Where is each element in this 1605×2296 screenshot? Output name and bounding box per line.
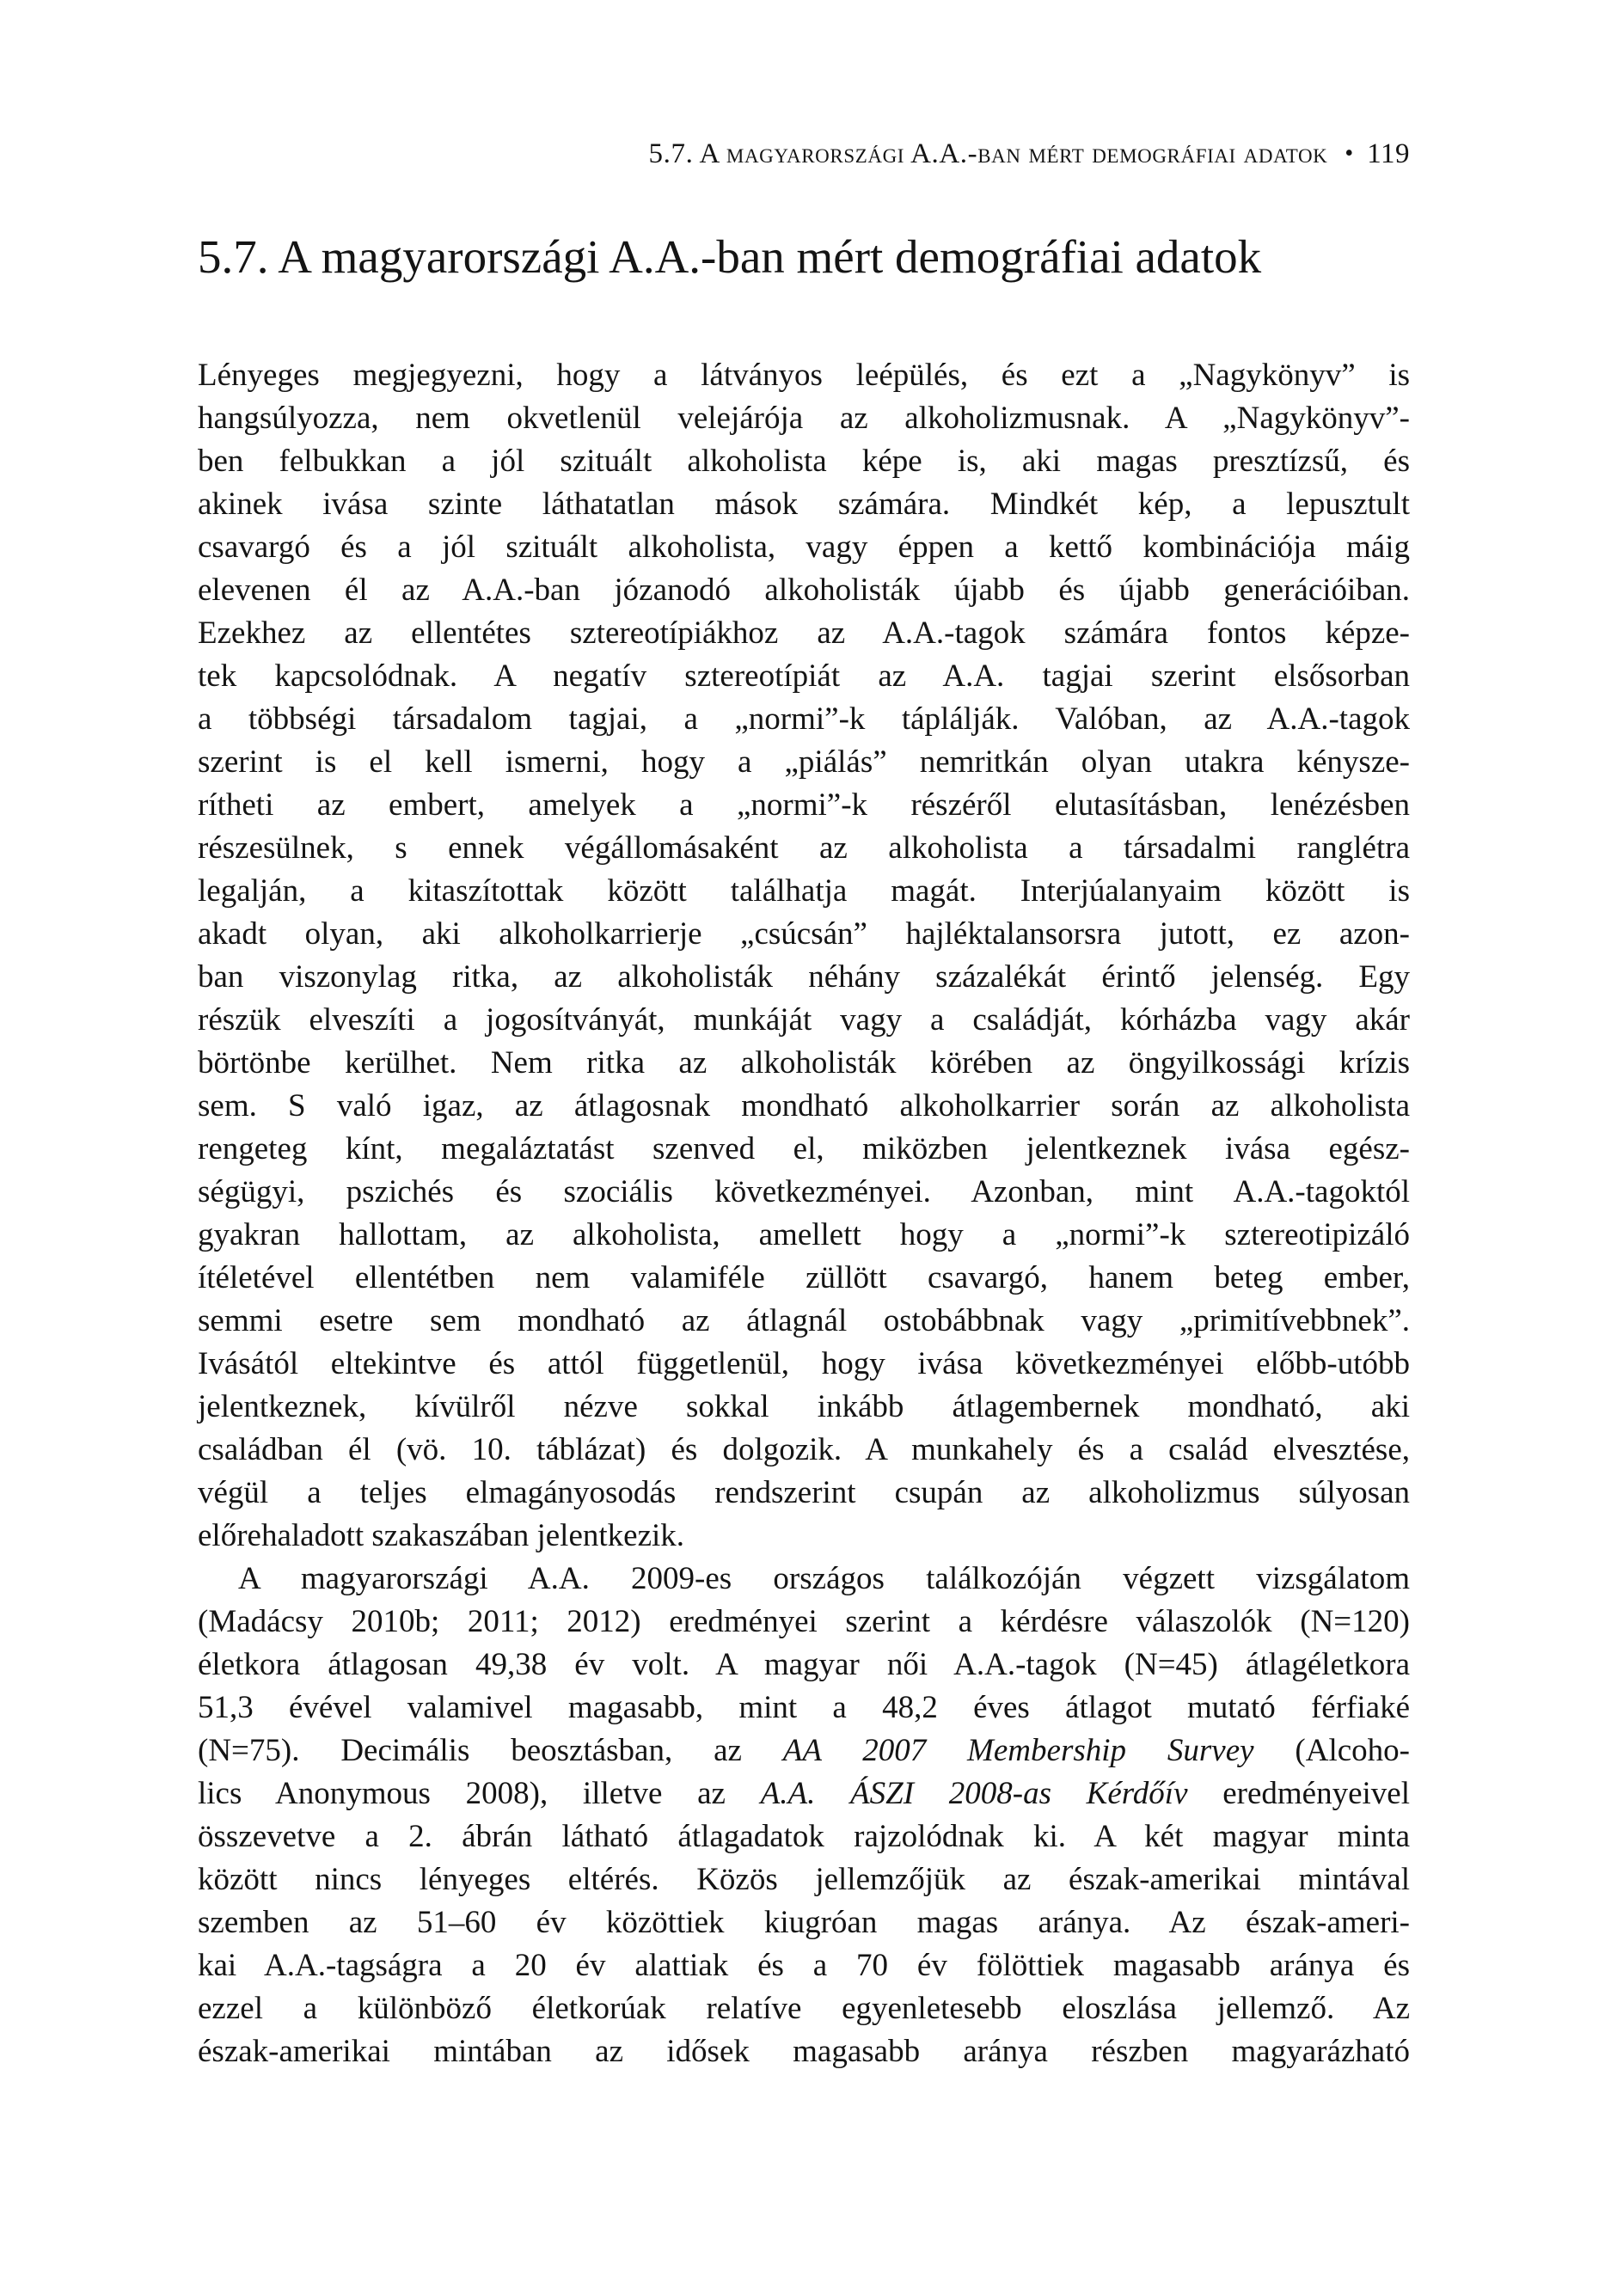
text-line: rítheti az embert, amelyek a „normi”-k részéről elutasításban, lenézésben: [198, 787, 1410, 823]
body-text: [198, 354, 1410, 2073]
text-line: ben felbukkan a jól szituált alkoholista képe is, aki magas presztízsű, és: [198, 444, 1410, 479]
text-line: összevetve a 2. ábrán látható átlagadatok rajzolódnak ki. A két magyar minta: [198, 1819, 1410, 1854]
text-line: hangsúlyozza, nem okvetlenül velejárója az alkoholizmusnak. A „Nagykönyv”-: [198, 401, 1410, 436]
text-line: ban viszonylag ritka, az alkoholisták néhány százalékát érintő jelenség. Egy: [198, 959, 1410, 995]
text-line: részesülnek, s ennek végállomásaként az alkoholista a társadalmi ranglétra: [198, 830, 1410, 866]
text-line: A magyarországi A.A. 2009-es országos találkozóján végzett vizsgálatom: [238, 1561, 1410, 1596]
text-line: szerint is el kell ismerni, hogy a „piálás” nemritkán olyan utakra kénysze-: [198, 744, 1410, 780]
text-line: ítéletével ellentétben nem valamiféle züllött csavargó, hanem beteg ember,: [198, 1260, 1410, 1295]
text-line: jelentkeznek, kívülről nézve sokkal inkább átlagembernek mondható, aki: [198, 1389, 1410, 1424]
page-number: 119: [1367, 138, 1410, 169]
text-line: csavargó és a jól szituált alkoholista, vagy éppen a kettő kombinációja máig: [198, 530, 1410, 565]
text-line: kai A.A.-tagságra a 20 év alattiak és a 70 év fölöttiek magasabb aránya és: [198, 1948, 1410, 1983]
text-line: semmi esetre sem mondható az átlagnál ostobábbnak vagy „primitívebbnek”.: [198, 1303, 1410, 1338]
text-line: elevenen él az A.A.-ban józanodó alkoholisták újabb és újabb generációiban.: [198, 572, 1410, 608]
text-line: ségügyi, pszichés és szociális következményei. Azonban, mint A.A.-tagoktól: [198, 1174, 1410, 1209]
running-header-title: 5.7. A magyarországi A.A.-ban mért demográfiai adatok: [648, 138, 1328, 169]
header-bullet: •: [1345, 140, 1354, 167]
body-paragraph: [198, 354, 1410, 1558]
text-line: rengeteg kínt, megaláztatást szenved el, miközben jelentkeznek ivása egész-: [198, 1131, 1410, 1166]
text-line: 51,3 évével valamivel magasabb, mint a 48,2 éves átlagot mutató férfiaké: [198, 1690, 1410, 1725]
text-line: szemben az 51–60 év közöttiek kiugróan magas aránya. Az észak-ameri-: [198, 1905, 1410, 1940]
text-line: életkora átlagosan 49,38 év volt. A magyar női A.A.-tagok (N=45) átlagéletkora: [198, 1647, 1410, 1682]
text-line: gyakran hallottam, az alkoholista, amellett hogy a „normi”-k sztereotipizáló: [198, 1217, 1410, 1252]
text-line: Lényeges megjegyezni, hogy a látványos leépülés, és ezt a „Nagykönyv” is: [198, 358, 1410, 393]
text-line: (Madácsy 2010b; 2011; 2012) eredményei szerint a kérdésre válaszolók (N=120): [198, 1604, 1410, 1639]
text-line: részük elveszíti a jogosítványát, munkáját vagy a családját, kórházba vagy akár: [198, 1002, 1410, 1038]
text-line: a többségi társadalom tagjai, a „normi”-k táplálják. Valóban, az A.A.-tagok: [198, 701, 1410, 737]
text-line: legalján, a kitaszítottak között találhatja magát. Interjúalanyaim között is: [198, 873, 1410, 909]
text-line: Ivásától eltekintve és attól függetlenül, hogy ivása következményei előbb-utóbb: [198, 1346, 1410, 1381]
running-header: [198, 136, 1410, 172]
page-content: [198, 136, 1410, 2073]
text-line: tek kapcsolódnak. A negatív sztereotípiát az A.A. tagjai szerint elsősorban: [198, 658, 1410, 694]
text-line: lics Anonymous 2008), illetve az A.A. ÁSZI 2008-as Kérdőív eredményeivel: [198, 1776, 1410, 1811]
text-line: észak-amerikai mintában az idősek magasabb aránya részben magyarázható: [198, 2034, 1410, 2069]
text-line: akinek ivása szinte láthatatlan mások számára. Mindkét kép, a lepusztult: [198, 487, 1410, 522]
text-line: előrehaladott szakaszában jelentkezik.: [198, 1518, 685, 1553]
text-line: családban él (vö. 10. táblázat) és dolgozik. A munkahely és a család elvesztése,: [198, 1432, 1410, 1467]
section-heading: 5.7. A magyarországi A.A.-ban mért demográfiai adatok: [198, 230, 1262, 283]
text-line: Ezekhez az ellentétes sztereotípiákhoz az A.A.-tagok számára fontos képze-: [198, 615, 1410, 651]
text-line: börtönbe kerülhet. Nem ritka az alkoholisták körében az öngyilkossági krízis: [198, 1045, 1410, 1081]
text-line: végül a teljes elmagányosodás rendszerint csupán az alkoholizmus súlyosan: [198, 1475, 1410, 1510]
text-line: (N=75). Decimális beosztásban, az AA 2007 Membership Survey (Alcoho-: [198, 1733, 1410, 1768]
text-line: akadt olyan, aki alkoholkarrierje „csúcsán” hajléktalansorsra jutott, ez azon-: [198, 916, 1410, 952]
text-line: ezzel a különböző életkorúak relatíve egyenletesebb eloszlása jellemző. Az: [198, 1991, 1410, 2026]
body-paragraph: [198, 1558, 1410, 2073]
text-line: sem. S való igaz, az átlagosnak mondható alkoholkarrier során az alkoholista: [198, 1088, 1410, 1124]
text-line: között nincs lényeges eltérés. Közös jellemzőjük az észak-amerikai mintával: [198, 1862, 1410, 1897]
